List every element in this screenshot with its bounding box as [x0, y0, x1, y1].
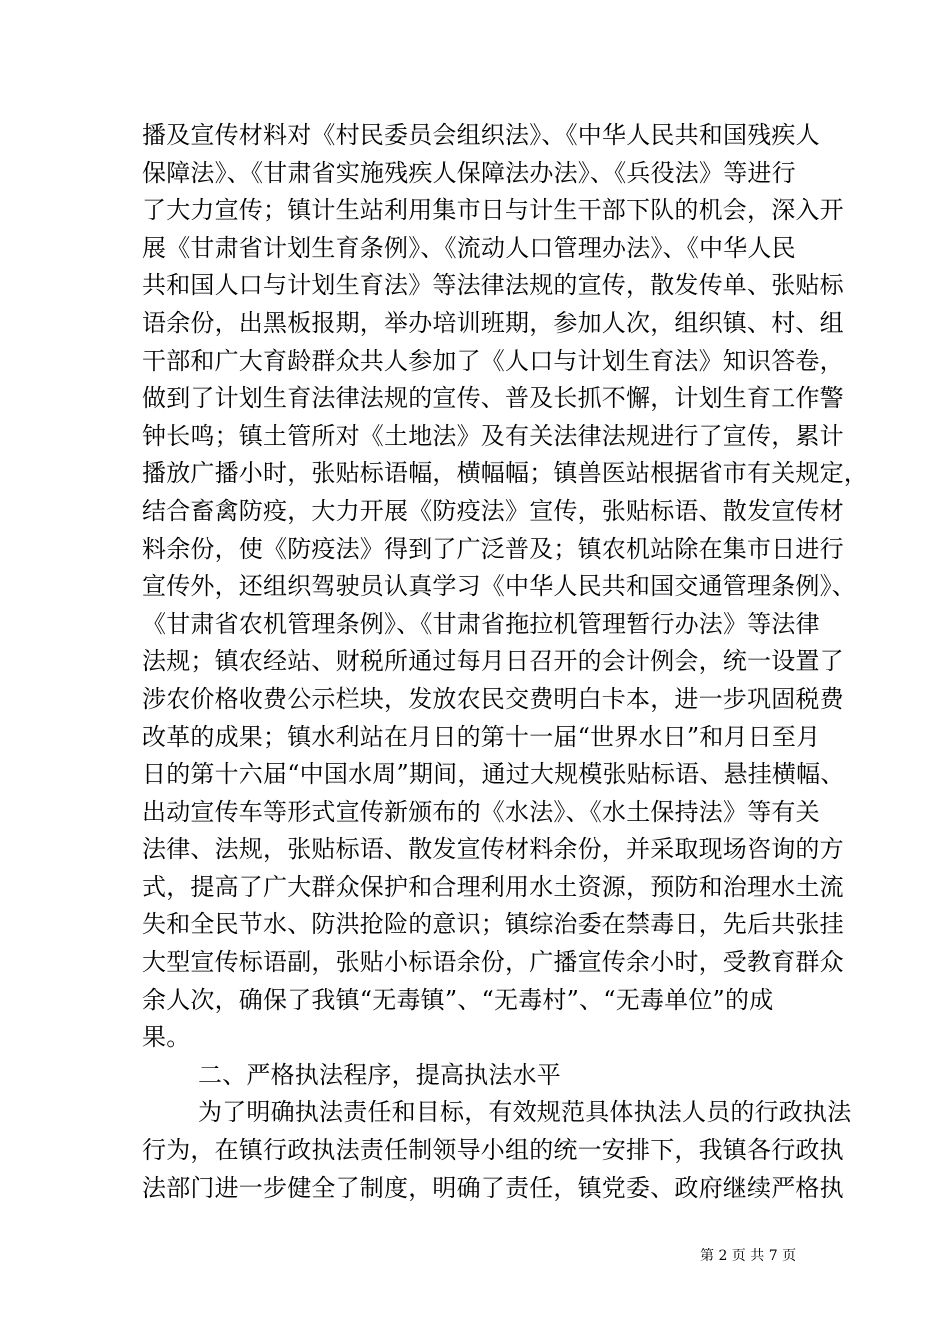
text-line: 结合畜禽防疫，大力开展《防疫法》宣传，张贴标语、散发宣传材 — [142, 496, 844, 525]
text-line: 失和全民节水、防洪抢险的意识；镇综治委在禁毒日，先后共张挂 — [142, 910, 844, 939]
text-line: 大型宣传标语副，张贴小标语余份，广播宣传余小时，受教育群众 — [142, 948, 844, 977]
body-text — [142, 117, 868, 1207]
text-line: 法规；镇农经站、财税所通过每月日召开的会计例会，统一设置了 — [142, 647, 844, 676]
text-line: 行为，在镇行政执法责任制领导小组的统一安排下，我镇各行政执 — [142, 1136, 844, 1165]
text-line: 法律、法规，张贴标语、散发宣传材料余份，并采取现场咨询的方 — [142, 835, 844, 864]
text-line: 了大力宣传；镇计生站利用集市日与计生干部下队的机会，深入开 — [142, 196, 844, 225]
text-line: 涉农价格收费公示栏块，发放农民交费明白卡本，进一步巩固税费 — [142, 684, 844, 713]
text-line: 法部门进一步健全了制度，明确了责任，镇党委、政府继续严格执 — [142, 1173, 844, 1202]
section-heading: 二、严格执法程序，提高执法水平 — [198, 1060, 561, 1089]
text-line: 播及宣传材料对《村民委员会组织法》、《中华人民共和国残疾人 — [142, 121, 820, 149]
text-line: 《甘肃省农机管理条例》、《甘肃省拖拉机管理暂行办法》等法律 — [142, 609, 820, 638]
text-line: 日的第十六届“中国水周”期间，通过大规模张贴标语、悬挂横幅、 — [142, 760, 845, 789]
text-line: 展《甘肃省计划生育条例》、《流动人口管理办法》、《中华人民 — [142, 233, 796, 262]
text-line: 余人次，确保了我镇“无毒镇”、“无毒村”、“无毒单位”的成 — [142, 985, 774, 1014]
text-line: 干部和广大育龄群众共人参加了《人口与计划生育法》知识答卷， — [142, 346, 844, 375]
text-line: 共和国人口与计划生育法》等法律法规的宣传，散发传单、张贴标 — [142, 271, 844, 300]
text-line: 改革的成果；镇水利站在月日的第十一届“世界水日”和月日至月 — [142, 722, 821, 751]
text-line: 做到了计划生育法律法规的宣传、普及长抓不懈，计划生育工作警 — [142, 384, 844, 413]
text-line: 为了明确执法责任和目标，有效规范具体执法人员的行政执法 — [198, 1098, 852, 1127]
text-line: 语余份，出黑板报期，举办培训班期，参加人次，组织镇、村、组 — [142, 308, 844, 337]
page-number: 第 2 页 共 7 页 — [700, 1248, 797, 1264]
text-line: 式，提高了广大群众保护和合理利用水土资源，预防和治理水土流 — [142, 872, 844, 901]
text-line: 果。 — [142, 1023, 191, 1052]
text-line: 宣传外，还组织驾驶员认真学习《中华人民共和国交通管理条例》、 — [142, 572, 856, 601]
text-line: 播放广播小时，张贴标语幅，横幅幅；镇兽医站根据省市有关规定， — [142, 459, 868, 488]
text-line: 钟长鸣；镇土管所对《土地法》及有关法律法规进行了宣传，累计 — [142, 421, 844, 450]
text-line: 出动宣传车等形式宣传新颁布的《水法》、《水土保持法》等有关 — [142, 797, 820, 826]
text-line: 保障法》、《甘肃省实施残疾人保障法办法》、《兵役法》等进行 — [142, 158, 796, 187]
text-line: 料余份，使《防疫法》得到了广泛普及；镇农机站除在集市日进行 — [142, 534, 844, 563]
